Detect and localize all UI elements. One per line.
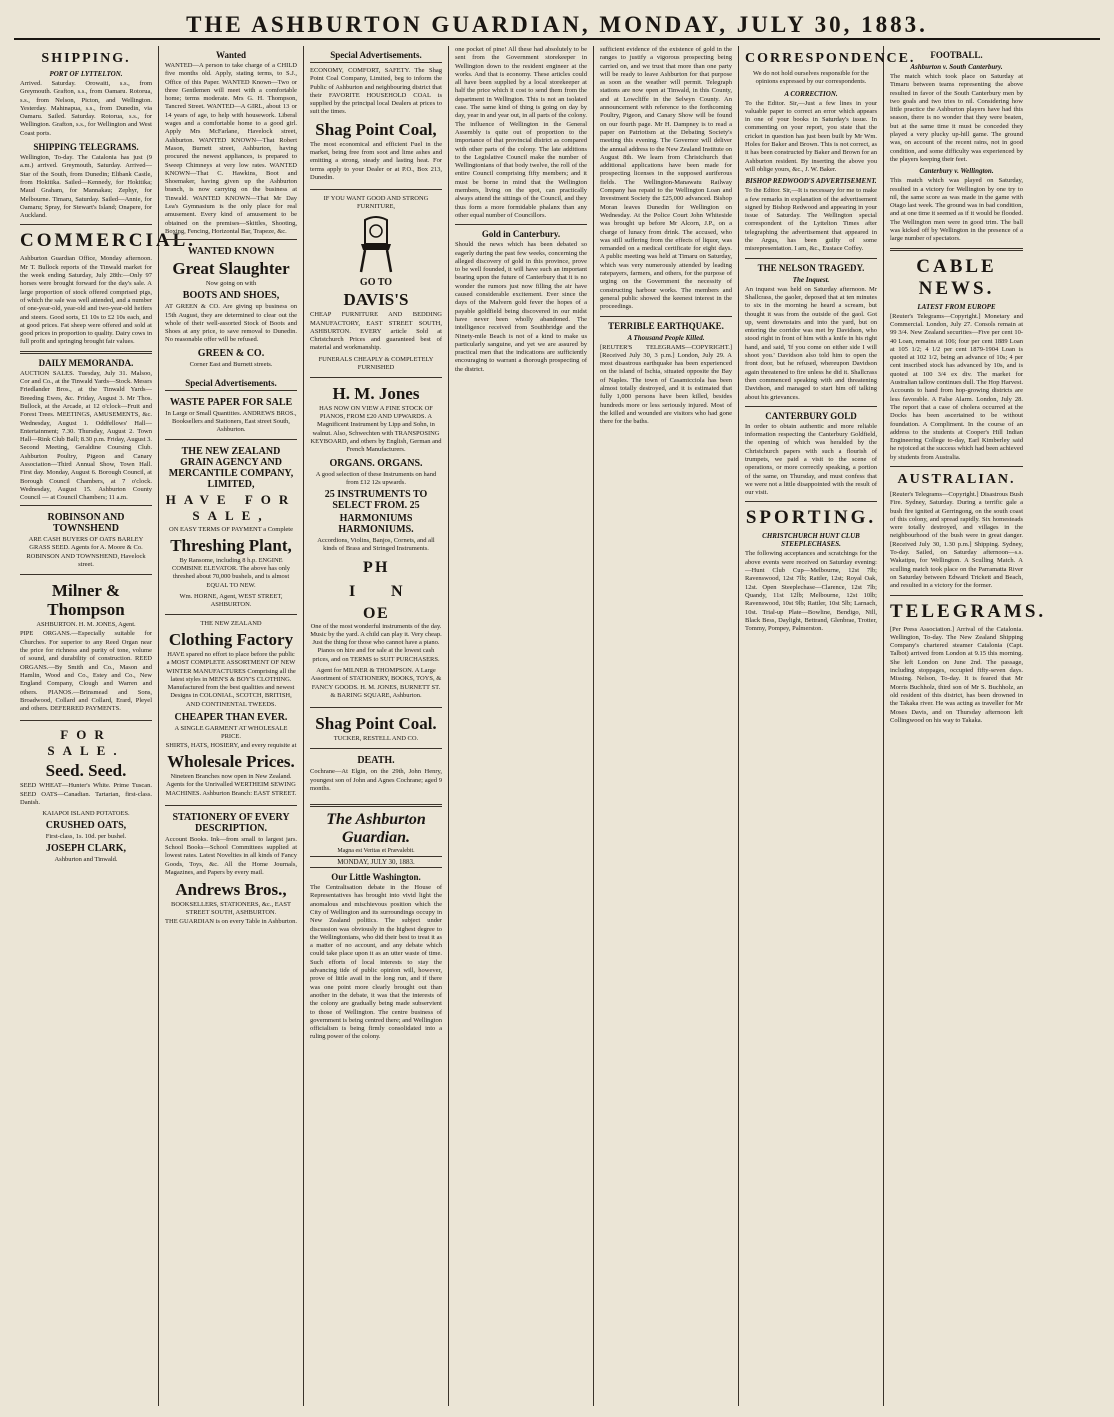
newspaper-title: THE ASHBURTON GUARDIAN, MONDAY, JULY 30, 1883. xyxy=(186,12,928,37)
football-text: The match which took place on Saturday at Timaru between teams representing the above resulted in favor of the South Canterbury men by two goals and two tries to nil. Considering how little practice the Ashburton players have had this season, there is no wonder that they were beaten, but at the same time it must be conceded they played a very plucky up-hill game. The ground was, on account of the recent rains, not in good condition, and some difficulty was experienced by the players keeping their feet. xyxy=(890,73,1023,163)
divider xyxy=(890,248,1023,251)
canterbury-gold-heading: CANTERBURY GOLD xyxy=(765,410,857,421)
phone-letters-icon xyxy=(310,556,442,620)
seed-text: SEED WHEAT—Hunter's White. Prime Tuscan. SEED OATS—Canadian. Tartarian, first-class. Danish. xyxy=(20,782,152,807)
great-slaughter-text: AT GREEN & CO. Are giving up business on 15th August, they are determined to clear out the whole of their well-assorted Stock of Boots and Shoes at any price, to save removal to Dunedin. No reasonable offer will be refused. xyxy=(165,303,297,344)
robinson-text: ARE CASH BUYERS OF OATS BARLEY GRASS SEED. Agents for A. Moore & Co. xyxy=(28,536,144,552)
shipping-text: Arrived. Saturday. Orowaiti, s.s., from Greymouth. Grafton, s.s., from Oamaru. Rotorua, s.s., from Nelson, Picton, and Wellington. Yesterday. Mahinapua, s.s., from Dunedin, via Oamaru. Sailed. Saturday. Rotorua, s.s., for Wellington. Grafton, s.s., for Wellington and West Coast ports. xyxy=(20,80,152,137)
divider xyxy=(20,351,152,354)
jones-advert xyxy=(310,377,442,707)
shag-point-advert xyxy=(310,62,442,189)
column-5 xyxy=(594,46,739,1406)
organs-text: A good selection of these Instruments on hand from £12 12s upwards. xyxy=(315,470,437,486)
wellington-heading: Canterbury v. Wellington. xyxy=(919,167,994,176)
divider xyxy=(600,316,732,317)
crushed-oats: CRUSHED OATS, xyxy=(45,820,127,832)
tragedy-text: An inquest was held on Saturday afternoon. Mr Shallcrass, the gaoler, deposed that at ten minutes to six in the morning he heard a scream, but thought it was from the outside of the gaol. Got up, went downstairs and into the yard, but on entering the corridor was met by Davidson, who stood right in front of him with a knife in his right hand, and said, 'If you come on either side I will shoot you.' Davidson also told him to open the front door, but he refused, whereupon Davidson again threatened to fire unless he did it. Shallcrass then commenced speaking with and threatening Davidson, and managed to start him off talking about his grievances. xyxy=(745,285,877,401)
masthead xyxy=(14,8,1100,40)
svg-text:E: E xyxy=(377,604,388,622)
waste-paper-heading: WASTE PAPER FOR SALE xyxy=(169,396,293,408)
memoranda-text: AUCTION SALES. Tuesday, July 31. Malsoo, Cor and Co., at the Tinwald Yards—Stock. Messrs Friedlander Bros., at the Tinwald Yards—Breeding Ewes, &c. Friday, August 3. Mr Thos. Bullock, at the Arcade, at 12 o'clock—Fruit and Forest Trees. MEETINGS, AMUSEMENTS, &c. Wednesday, August 1. Oddfellows' Hall—Entertainment; 7.30. Thursday, August 2. Town Hall—Rink Club Ball; 8.30 p.m. Friday, August 3. Second Meeting, Geraldine Coursing Club. Ashburton Poultry, Pigeon and Canary Association—Third Annual Show, Town Hall. First day. Monday, August 6. Borough Council, at Borough Council Chambers, at 7 o'clock. Wednesday, August 15. Ashburton County Council — at Council Chambers; 11 a.m. xyxy=(20,369,152,502)
milner-name: Milner & Thompson xyxy=(47,581,125,620)
accordions-line: Accordions, Violins, Banjos, Cornets, and all kinds of Brass and Stringed Instruments. xyxy=(317,536,435,552)
horne-agent: Wm. HORNE, Agent, WEST STREET, ASHBURTON. xyxy=(179,592,283,608)
column-7 xyxy=(884,46,1047,1406)
memoranda-heading: DAILY MEMORANDA. xyxy=(38,357,134,368)
wholesale-heading: Wholesale Prices. xyxy=(167,751,295,771)
kaiapoi-line: KAIAPOI ISLAND POTATOES. xyxy=(42,810,130,818)
davis-name: DAVIS'S xyxy=(343,290,409,310)
commercial-text: Ashburton Guardian Office, Monday afternoon. Mr T. Bullock reports of the Tinwald market for the week ending Saturday, July 28th:—Only 97 horses were brought forward for the day's sale. A large proportion of stock offered comprised pigs, of which the sale was well attended, and a number of one-year-old, year-old and two-year-old heifers and steers. Good sorts, £1 10s to £2 10s each, and at good prices. Fat sheep were offered and sold at good prices in proportion to quality. Dairy cows in full profit and springing brought fair values. xyxy=(20,255,152,346)
football-heading: FOOTBALL. xyxy=(930,50,983,60)
local-news-text: sufficient evidence of the existence of gold in the ranges to justify a vigorous prospecting being carried on, and we trust that more than one party will be ready to leave Ashburton for that purpose as soon as the weather will permit. Telegraph stations are now open at Tinwald, in this County, and at Lowcliffe in the Selwyn County. An announcement with reference to the forthcoming Poultry, Pigeon, and Canary Show will be found on our fourth page. Mr H. Dampney is to read a paper on Patriotism at the Debating Society's meeting this evening. The Governor will deliver the annual address to the New Zealand Institute on August 8th. We learn from Christchurch that additional applications have been made for prospecting licenses in the supposed auriferous fields. The Wellington-Manawatu Railway Company has repaid to the Wellington Loan and Investment Society the £25,000 advanced. Bishop Moran leaves Dunedin for Wellington on Wednesday. At the Police Court John Whiteside was brought up before Mr Alcorn, J.P., on a charge of lunacy from drink. The accused, who was still suffering from the effects of liquor, was remanded on a medical certificate for eight days. A public meeting was held at Timaru on Saturday, which was very numerously attended by leading ratepayers, farmers, and others, for the purpose of urging on the Government the necessity of constructing harbour works. The members and general public showed the keenest interest in the proceedings. xyxy=(600,46,732,311)
green-co-name: GREEN & CO. xyxy=(197,347,265,359)
milner-advert xyxy=(20,574,152,720)
bishop-heading: BISHOP REDWOOD'S ADVERTISEMENT. xyxy=(745,177,877,186)
death-heading: DEATH. xyxy=(357,755,395,767)
sporting-text: The following acceptances and scratchings for the above events were received on Saturday evening:—Hunt Club Cup—Melbourne, 12st 7lb; Ravenswood, 12st 7lb; Rattler, 12st; Royal Oak, 12st. Open Steeplechase—Clarence, 12st 7lb; Quandy, 11st 12lb; Melbourne, 12st 10lb; Ravenswood, 10st 9lb; Rattler, 10st 5lb; Larnach, 10st. Trial-up Plate—Bowline, Bendigo, Nill, Black Bess, Daylight, Bettrand, Glenbrae, Trotter, Tommy, Pompey, Palmerston. xyxy=(745,550,877,633)
cable-news-sub: LATEST FROM EUROPE xyxy=(917,302,996,311)
column-2 xyxy=(159,46,304,1406)
column-1 xyxy=(14,46,197,1406)
correction-text: To the Editor. Sir,—Just a few lines in your valuable paper to correct an error which appears in one of your books in Saturday's issue. In commenting on your report, you state that the cricket in question has just been built by Mr Wm. Holes for Baker and Brown. This is not correct, as it has been constructed by Baker and Brown for an Ashburton resident. By inserting the above you will oblige yours, &c., J. W. Baker. xyxy=(745,99,877,173)
clothing-text: HAVE spared no effort to place before the public a MOST COMPLETE ASSORTMENT OF NEW WINTER MANUFACTURES Comprising all the latest styles in MEN'S & BOY'S CLOTHING. Manufactured from the best qualities and newest Designs in COLONIAL, SCOTCH, BRITISH, AND CONTINENTAL TWEEDS. xyxy=(166,650,296,708)
shag-intro: ECONOMY, COMFORT, SAFETY. The Shag Point Coal Company, Limited, beg to inform the Public of Ashburton and neighbouring district that their FAVORITE HOUSEHOLD COAL is supplied by the principal local Dealers at prices to suit the times. xyxy=(310,67,442,116)
threshing-advert xyxy=(165,439,297,614)
robinson-name: ROBINSON AND TOWNSHEND xyxy=(47,512,125,535)
special-ads-heading-2: Special Advertisements. xyxy=(330,50,422,60)
svg-text:P: P xyxy=(363,558,373,576)
milner-agent: ASHBURTON. H. M. JONES, Agent. xyxy=(36,621,136,629)
gold-heading: Gold in Canterbury. xyxy=(481,229,561,240)
green-co-address: Corner East and Burnett streets. xyxy=(189,360,273,368)
earthquake-heading: TERRIBLE EARTHQUAKE. xyxy=(608,320,724,331)
nz-grain-heading: THE NEW ZEALAND GRAIN AGENCY AND MERCANTILE COMPANY, LIMITED, xyxy=(168,445,294,490)
column-6 xyxy=(739,46,916,1406)
shipping-telegrams-text: Wellington, To-day. The Catalonia has just (9 a.m.) arrived. Greymouth, Saturday. Arrived—Star of the South, from Dunedin; Elibank Castle, from Hokitika. Sailed—Kennedy, for Hokitika; Maud Graham, for Mannakau; Zephyr, for Melbourne. Timaru, Saturday. Sailed—Annie, for Oamaru; Spray, for Stewart's Island; Onapere, for Auckland. xyxy=(20,154,152,220)
columns xyxy=(14,46,1100,1406)
andrews-text: BOOKSELLERS, STATIONERS, &c., EAST STREET SOUTH, ASHBURTON. xyxy=(171,901,291,917)
seed-heading: Seed. Seed. xyxy=(45,761,127,781)
phone-text: One of the most wonderful instruments of the day. Music by the yard. A child can play it. Very cheap. Just the thing for those who cannot have a piano. Pianos on hire and for sale at the lowest cash prices, and on TERMS to SUIT PURCHASERS. xyxy=(310,622,442,663)
divider xyxy=(455,224,587,225)
milner-text: PIPE ORGANS.—Especially suitable for Churches. For superior to any Reed Organ near the price for richness and purity of tone, volume of sound, and durability of construction. REED ORGANS.—By Smith and Co., Mason and Hamlin, Wood and Co., Estey and Co., New England Company, Clough and Warren and others. PIANOS.—Brinsmead and Sons, Broadwood, Collard and Collard, Erard, Pleyel and others. DEFERRED PAYMENTS. xyxy=(20,630,152,713)
have-for-sale: HAVE FOR SALE, xyxy=(165,491,297,523)
davis-advert xyxy=(310,189,442,376)
column-3 xyxy=(304,46,449,1406)
divider xyxy=(310,804,442,807)
gold-text: Should the news which has been debated so eagerly during the past few weeks, concerning the alleged discovery of gold in this province, prove to be well founded, it will have such an important bearing upon the future of Canterbury that it is no wonder the rumors just now filling the air have caused considerable excitement. Ever since the days of the Malvern gold fever the hopes of a payable goldfield being discovered in our midst have never been wholly abandoned. The intelligence received from Southbridge and the Ninety-mile Beach is not of a kind to make us particularly sanguine, and yet we are assured by practical men that the indications are sufficiently encouraging to warrant a thorough prospecting of the district. xyxy=(455,241,587,373)
cable-news-text: [Reuter's Telegrams—Copyright.] Monetary and Commercial. London, July 27. Consols remain at 99 3/4. New Zealand securities—Five per cent 10-40 Loan, remains at 106; four per cent 1889 Loan at 105 1/2; 4 1/2 per cent 1879-1904 Loan is quoted at 102 1/2, being an advance of 10s; 4 per cent inscribed stock has advanced by 10s, and is quoted at 100 3/4 ex div. The market for Australian tallow continues dull. The Hop Harvest. Accounts to hand from hop-growing districts are less favorable. A False Alarm. London, July 28. The report that a case of cholera occurred at the Docks has been ascertained to be without foundation. A Compliment. In the course of an address to the students at Cooper's Hill Indian Engineering College to-day, Earl Kimberley said he rejoiced at the success which had been achieved by students from Australia. xyxy=(890,312,1023,461)
bishop-text: To the Editor. Sir,—It is necessary for me to make a few remarks in explanation of the advertisement signed by Bishop Redwood and appearing in your issue of Saturday. The Wellington special correspondent of the Lyttelton Times after telegraphing the advertisement that appeared in the Argus, has been guilty of some misrepresentation. I am, &c., Eustace Coffey. xyxy=(745,187,877,253)
svg-text:I: I xyxy=(349,582,356,600)
commercial-heading: COMMERCIAL. xyxy=(20,230,197,252)
column-4 xyxy=(449,46,594,1406)
australian-heading: AUSTRALIAN. xyxy=(897,471,1016,487)
guardian-nameplate: The Ashburton Guardian. xyxy=(326,811,426,847)
clothing-advert xyxy=(165,614,297,805)
stationery-text: Account Books. Ink—from small to largest jars. School Books—School Committees supplied at lowest rates. Latest Novelties in all kinds of Fancy Goods, Toys, &c. All the Home Journals, Magazines, and Papers by every mail. xyxy=(165,835,297,877)
davis-intro: IF YOU WANT GOOD AND STRONG FURNITURE, xyxy=(323,195,429,211)
guardian-note: THE GUARDIAN is on every Table in Ashburton. xyxy=(165,918,297,926)
stationery-advert xyxy=(165,805,297,931)
clothing-heading: Clothing Factory xyxy=(168,629,294,649)
editorial-continued: one pocket of pine! All these had absolutely to be sent from the Government storekeeper in Wellington down to the resident engineer at the works. And that is economy. These articles could all have been supplied by a local storekeeper at half the price which it cost to send them from the department in Wellington. This is not an isolated case. The same kind of thing is going on day by day, year in and year out, in all parts of the colony. The influence of Wellington in the General Assembly is quite out of proportion to the importance of that provincial district as compared with other parts of the colony. The late additions to the Legislative Council make the number of Wellingtonians of that body twelve, the roll of the entire Council comprising fifty members; and it must be borne in mind that the Wellington members, living on the spot, can practically always attend the sittings of the Council, and they thus form a more formidable phalanx than any other equal number of Councillors. xyxy=(455,46,587,219)
jones-text: HAS NOW ON VIEW A FINE STOCK OF PIANOS, FROM £20 AND UPWARDS. A Magnificent Instrument by Lipp and Sohn, in walnut. Also, Schwechten with TRANSPOSING KEYBOARD, and others by English, German and French Manufacturers. xyxy=(310,404,442,454)
death-text: Cochrane—At Elgin, on the 29th, John Henry, youngest son of John and Agnes Cochrane; aged 9 months. xyxy=(310,768,442,792)
tragedy-heading: THE NELSON TRAGEDY. xyxy=(757,262,865,273)
stationery-heading: STATIONERY OF EVERY DESCRIPTION. xyxy=(172,811,290,834)
instruments-line: 25 INSTRUMENTS TO SELECT FROM. 25 xyxy=(324,488,428,511)
canterbury-gold-text: In order to obtain authentic and more reliable information respecting the Canterbury Goldfield, the opening of which was heralded by the Christchurch papers with such a flourish of trumpets, we paid a visit to the scene of operations, or more correctly speaking, a portion of the same, on Thursday, and must confess that we were not a little disappointed with the result of our visit. xyxy=(745,422,877,497)
crushed-oats-price: First-class, 1s. 10d. per bushel. xyxy=(45,833,127,841)
jones-heading: H. M. Jones xyxy=(332,383,420,403)
correspondence-note: We do not hold ourselves responsible for the opinions expressed by our correspondents. xyxy=(753,70,869,86)
clothing-pre: THE NEW ZEALAND xyxy=(200,619,262,627)
organs-heading: ORGANS. ORGANS. xyxy=(329,457,423,469)
joseph-clark-address: Ashburton and Tinwald. xyxy=(54,856,118,864)
svg-text:N: N xyxy=(391,582,403,600)
svg-text:O: O xyxy=(363,604,376,622)
wanted-known: WANTED KNOWN xyxy=(187,246,275,258)
cheaper-than-ever: CHEAPER THAN EVER. xyxy=(174,711,288,723)
australian-text: [Reuter's Telegrams—Copyright.] Disastrous Bush Fire. Sydney, Saturday. During a terrific gale a bush fire ignited at Gerringong, on the south coast of this colony, and spread rapidly. Six homesteads were totally destroyed, and villages in the neighbourhood of the bush were in great danger. [Received July 30, 1.30 p.m.] Shipping. Sydney, To-day. Sailed, on Saturday afternoon—s.s. Wakatipu, for Wellington. A Sculling Match. A sculling match took place on the Parramatta River on Saturday between Edward Trickett and Beach, and resulted in a victory for the former. xyxy=(890,490,1023,590)
special-ads-heading: Special Advertisements. xyxy=(185,377,277,388)
robinson-advert xyxy=(20,505,152,574)
threshing-heading: Threshing Plant, xyxy=(170,535,292,555)
phone-agent: Agent for MILNER & THOMPSON. A Large Assortment of STATIONERY, BOOKS, TOYS, & FANCY GOODS. H. M. JONES, BURNETT ST. & BARING SQUARE, Ashburton. xyxy=(310,667,442,699)
shipping-telegrams-heading: SHIPPING TELEGRAMS. xyxy=(33,142,139,153)
divider xyxy=(745,258,877,259)
sporting-sub: CHRISTCHURCH HUNT CLUB STEEPLECHASES. xyxy=(762,532,860,549)
great-slaughter-heading: Great Slaughter xyxy=(172,259,290,279)
davis-text: CHEAP FURNITURE AND BEDDING MANUFACTORY, EAST STREET SOUTH, ASHBURTON. EVERY article Sold at Christchurch Prices and guaranteed best of material and workmanship. xyxy=(310,311,442,352)
boots-and-shoes: BOOTS AND SHOES, xyxy=(182,290,280,302)
single-garment: A SINGLE GARMENT AT WHOLESALE PRICE. xyxy=(174,724,288,740)
telegrams-text: [Per Press Association.] Arrival of the Catalonia. Wellington, To-day. The New Zealand Shipping Company's chartered steamer Catalonia (Capt. Talbot) arrived from London at 9.15 this morning. She left London on June 2nd. The passage, including stoppages, occupied fifty-seven days. Missing. Nelson, To-day. It is feared that Mr Morris Buchholz, third son of Mr S. Buchholz, an old resident of this district, has been drowned in the Takaka river. He was acting as traveller for Mr Moses Davis, and on Thursday afternoon left Collingwood on his way to Takaka. xyxy=(890,625,1023,724)
wellington-text: This match which was played on Saturday, resulted in a victory for Wellington by one try to nil, the same score as was made in the game with Otago last week. The ground was in bad condition, and at one time it seemed as if it would be flooded. The Wellington men were in good trim. The ball was kicked off by Wellington in the presence of a large number of spectators. xyxy=(890,177,1023,243)
shag-text: The most economical and efficient Fuel in the market, being free from soot and lime ashes and emitting a strong, steady and lasting heat. For terms apply to your Dealer or at P.O., Box 213, Dunedin. xyxy=(310,140,442,181)
dateline: MONDAY, JULY 30, 1883. xyxy=(310,856,442,868)
divider xyxy=(745,406,877,407)
sporting-heading: SPORTING. xyxy=(745,507,877,529)
davis-goto: GO TO xyxy=(359,277,393,289)
funerals-line: FUNERALS CHEAPLY & COMPLETELY FURNISHED xyxy=(318,355,434,371)
correction-heading: A CORRECTION. xyxy=(784,89,838,98)
wholesale-items: SHIRTS, HATS, HOSIERY, and every requisite at xyxy=(165,741,297,749)
chair-icon xyxy=(310,214,442,274)
harmoniums-line: HARMONIUMS HARMONIUMS. xyxy=(338,512,414,535)
football-sub: Ashburton v. South Canterbury. xyxy=(910,63,1003,71)
wanted-text: WANTED—A person to take charge of a CHILD five months old. Apply, stating terms, to S.J., Office of this Paper. WANTED Known—Two or three Gentlemen will meet with a comfortable home; terms moderate. Mrs G. H. Thompson, Tancred Street. WANTED—A GIRL, about 13 or 14 years of age, to help with housework. Liberal wages and a comfortable home to a good girl. Apply Mrs McFarlane, Havelock street, Ashburton. WANTED KNOWN—That Robert Mason, Burnett street, Ashburton, having procured the newest appliances, is prepared to Sweep Chimneys at very low rates. WANTED KNOWN—That C. Hawkins, Boot and Shoemaker, having given up the Ashburton branch, is now carrying on the business at Tinwald. WANTED KNOWN—That Mr Day Lea's Gymnasium is the only place for real amusement. Every kind of amusement to be obtained on the premises—Skittles, Shooting, Boxing, Fencing, Horizontal Bar, Trapeze, &c. xyxy=(165,62,297,235)
waste-paper-text: In Large or Small Quantities. ANDREWS BROS., Booksellers and Stationers, East street South, Ashburton. xyxy=(165,409,297,433)
svg-text:H: H xyxy=(375,558,388,576)
divider xyxy=(890,466,1023,467)
editorial-heading: Our Little Washington. xyxy=(331,872,421,883)
shipping-heading: SHIPPING. xyxy=(41,51,131,66)
shag2-heading: Shag Point Coal. xyxy=(315,714,437,734)
forsale-heading: FOR SALE. xyxy=(47,727,125,759)
earthquake-text: [REUTER'S TELEGRAMS—COPYRIGHT.] [Received July 30, 3 p.m.] London, July 29. A most disastrous earthquake has been experienced on the island of Ischia, situated opposite the Bay of Naples. The town of Casamicciola has been almost totally destroyed, and it is estimated that fully 1,000 persons have been killed, besides hundreds more or less seriously injured. Most of the killed and wounded are visitors who had gone there for the baths. xyxy=(600,343,732,426)
easy-terms: ON EASY TERMS OF PAYMENT a Complete xyxy=(169,525,293,533)
divider xyxy=(20,224,152,225)
robinson-footer: ROBINSON AND TOWNSHEND, Havelock street. xyxy=(26,553,146,569)
divider xyxy=(890,595,1023,596)
threshing-text: By Ransome, including 8 h.p. ENGINE COMBINE ELEVATOR. The above has only threshed about 70,000 bushels, and is almost EQUAL TO NEW. xyxy=(171,556,291,589)
shag2-text: TUCKER, RESTELL AND CO. xyxy=(333,735,419,743)
death-notice xyxy=(310,748,442,800)
wanted-heading: Wanted xyxy=(215,50,246,60)
editorial-text: The Centralisation debate in the House of Representatives has brought into vivid light the anomalous and mischievous position which the City of Wellington and its surroundings occupy in New Zealand politics. The subject under discussion was obviously in the highest degree to the Wellingtonians, who did their best to treat it as a matter of no account, and any debate which could take place upon it as an utter waste of time. Such efforts of local interests to stay the advancing tide of public opinion will, however, prove of little avail in the long run, and if there was one point more clearly brought out than another in the debate, it was that the interests of the colony are gradually being made subservient to those of Wellington. The centre business of government is being centred there; and Wellington officialism is being firmly consolidated into a ruling power of the colony. xyxy=(310,884,442,1041)
forsale-advert xyxy=(20,720,152,869)
great-slaughter-sub: Now going on with xyxy=(205,280,257,288)
correspondence-heading: CORRESPONDENCE. xyxy=(745,51,916,66)
joseph-clark: JOSEPH CLARK, xyxy=(45,843,126,855)
great-slaughter-advert xyxy=(165,239,297,373)
divider xyxy=(745,501,877,502)
shag-point-advert-2 xyxy=(310,707,442,748)
guardian-motto: Magna est Veritas et Prævalebit. xyxy=(337,848,415,855)
wholesale-text: Nineteen Branches now open in New Zealand. Agents for the Unrivalled WERTHEIM SEWING MACHINES. Ashburton Branch: EAST STREET. xyxy=(165,772,297,797)
earthquake-sub: A Thousand People Killed. xyxy=(627,333,705,342)
andrews-heading: Andrews Bros., xyxy=(175,880,287,900)
telegrams-heading: TELEGRAMS. xyxy=(890,600,1047,622)
shag-heading: Shag Point Coal, xyxy=(315,119,437,139)
tragedy-sub: The Inquest. xyxy=(792,275,830,284)
waste-paper-advert xyxy=(165,390,297,439)
cable-news-heading: CABLE NEWS. xyxy=(916,255,997,299)
port-heading: PORT OF LYTTELTON. xyxy=(49,70,123,78)
